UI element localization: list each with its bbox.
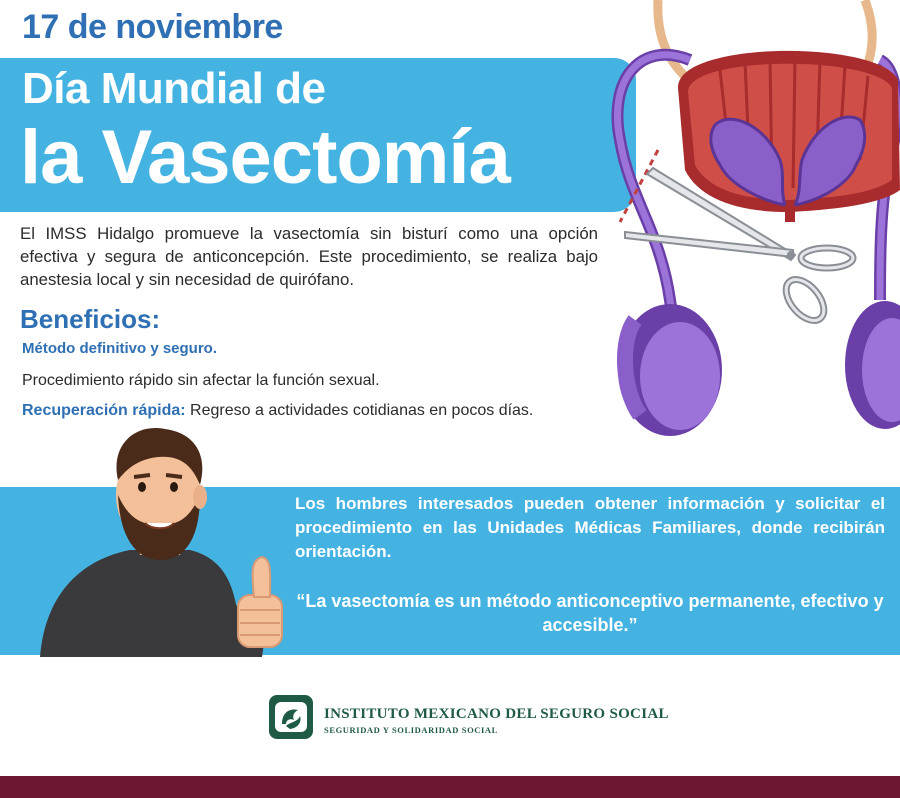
benefits-heading: Beneficios: (20, 304, 161, 334)
benefit-item-3-highlight: Recuperación rápida: (22, 402, 186, 419)
title-line-2: la Vasectomía (20, 115, 510, 200)
title-line-1: Día Mundial de (22, 64, 326, 113)
imss-logo-block (268, 694, 669, 742)
scissors-icon (615, 160, 865, 330)
benefit-item-1: Método definitivo y seguro. (22, 340, 218, 357)
footer-bar (0, 776, 900, 798)
date-heading: 17 de noviembre (22, 8, 283, 46)
org-name: INSTITUTO MEXICANO DEL SEGURO SOCIAL (324, 706, 669, 722)
org-tagline: SEGURIDAD Y SOLIDARIDAD SOCIAL (324, 725, 498, 735)
info-paragraph: Los hombres interesados pueden obtener información y solicitar el procedimiento en las Unidades Médicas Familiares, donde recibirán orientación. (295, 494, 885, 561)
quote-text: “La vasectomía es un método anticonceptivo permanente, efectivo y accesible.” (296, 591, 884, 635)
benefit-item-2: Procedimiento rápido sin afectar la función sexual. (22, 372, 380, 389)
intro-paragraph: El IMSS Hidalgo promueve la vasectomía sin bisturí como una opción efectiva y segura de anticoncepción. Este procedimiento, se realiza bajo anestesia local y sin necesidad de quirófano. (20, 224, 598, 289)
imss-eagle-logo (268, 694, 314, 740)
benefit-item-3-text: Regreso a actividades cotidianas en pocos días. (185, 402, 534, 419)
bearded-man-thumbs-up-illustration (40, 425, 290, 657)
benefit-item-3 (22, 402, 533, 420)
